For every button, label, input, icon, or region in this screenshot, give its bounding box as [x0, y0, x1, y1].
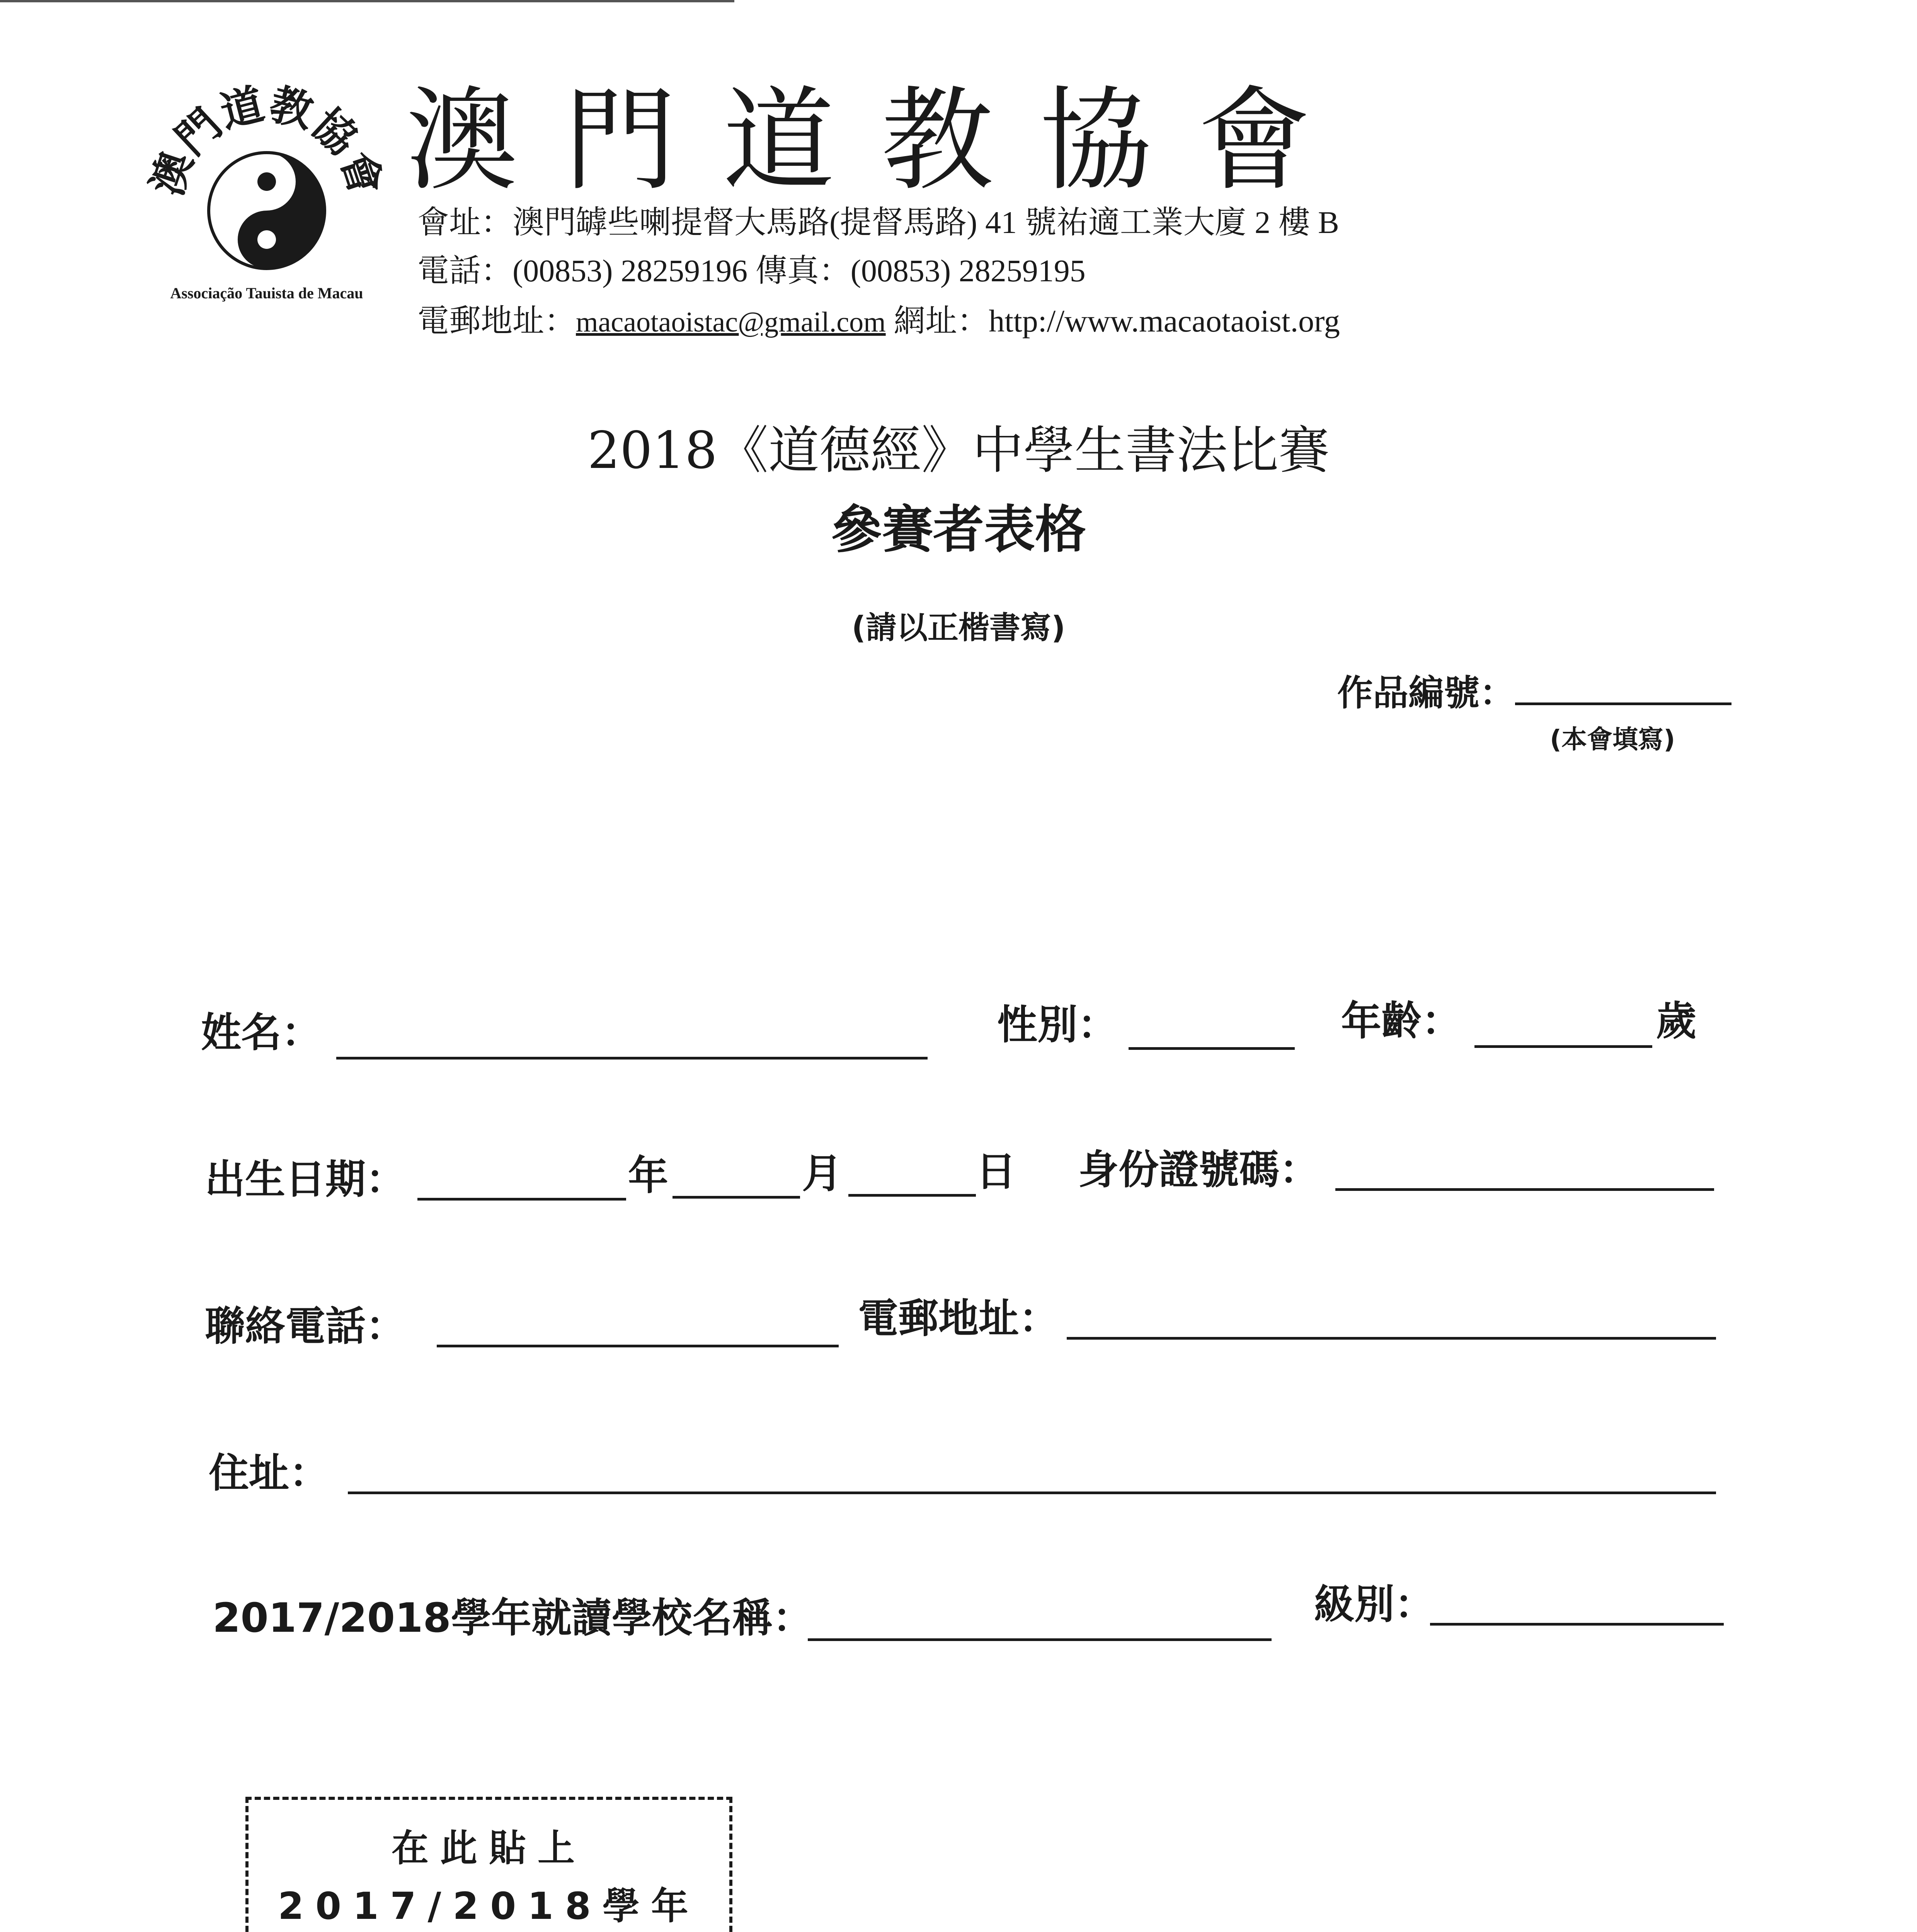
- organization-phone-fax: 電話：(00853) 28259196 傳真：(00853) 28259195: [417, 253, 1086, 288]
- work-number-row: [1337, 665, 1731, 716]
- age-unit: 歲: [1656, 997, 1697, 1044]
- phone-field[interactable]: [437, 1345, 839, 1347]
- paste-box-line-1: 在此貼上: [392, 1827, 586, 1870]
- organization-address: 會址：澳門罅些喇提督大馬路(提督馬路) 41 號祐適工業大廈 2 樓 B: [417, 205, 1339, 240]
- gender-field[interactable]: [1129, 1047, 1295, 1050]
- grade-field[interactable]: [1430, 1623, 1724, 1626]
- grade-label: 級別：: [1314, 1581, 1435, 1628]
- work-number-field[interactable]: [1515, 702, 1731, 705]
- age-label: 年齡：: [1341, 997, 1462, 1044]
- email-label: 電郵地址：: [417, 303, 576, 338]
- dob-day-field[interactable]: [848, 1194, 976, 1197]
- organization-name: 澳門道教協會: [406, 76, 1357, 206]
- dob-label: 出生日期：: [205, 1156, 406, 1203]
- dob-day-unit: 日: [976, 1148, 1016, 1195]
- logo-ring-text: 澳門道教協會: [141, 78, 392, 202]
- writing-note: (請以正楷書寫): [851, 610, 1066, 646]
- email-field-label: 電郵地址：: [858, 1295, 1059, 1342]
- school-field[interactable]: [808, 1638, 1272, 1641]
- name-field[interactable]: [336, 1057, 928, 1060]
- work-number-label: 作品編號：: [1337, 672, 1515, 714]
- address-label: 住址：: [209, 1449, 330, 1497]
- paste-box-line-2: 2017/2018學年: [278, 1884, 700, 1928]
- website-text: 網址：http://www.macaotaoist.org: [885, 303, 1340, 338]
- id-number-field[interactable]: [1335, 1188, 1714, 1191]
- form-title: 2018《道德經》中學生書法比賽: [587, 421, 1330, 480]
- form-subtitle: 參賽者表格: [831, 500, 1086, 560]
- school-label: 2017/2018學年就讀學校名稱：: [213, 1594, 813, 1641]
- phone-label: 聯絡電話：: [205, 1303, 406, 1350]
- age-field[interactable]: [1474, 1045, 1652, 1048]
- gender-label: 性別：: [997, 1001, 1118, 1048]
- dob-year-unit: 年: [628, 1152, 669, 1199]
- address-field[interactable]: [348, 1492, 1716, 1494]
- work-number-note: (本會填寫): [1550, 724, 1675, 754]
- id-number-label: 身份證號碼：: [1078, 1146, 1320, 1193]
- dob-month-unit: 月: [802, 1150, 843, 1197]
- scan-edge-artifact: [0, 0, 734, 2]
- organization-email-website: [417, 305, 1340, 337]
- logo-caption: Associação Tauista de Macau: [170, 284, 363, 302]
- name-label: 姓名：: [201, 1009, 322, 1056]
- yin-yang-logo: [128, 77, 406, 313]
- dob-year-field[interactable]: [417, 1198, 626, 1201]
- dob-month-field[interactable]: [672, 1196, 800, 1199]
- email-link[interactable]: macaotaoistac@gmail.com: [576, 306, 886, 338]
- email-field[interactable]: [1067, 1337, 1716, 1340]
